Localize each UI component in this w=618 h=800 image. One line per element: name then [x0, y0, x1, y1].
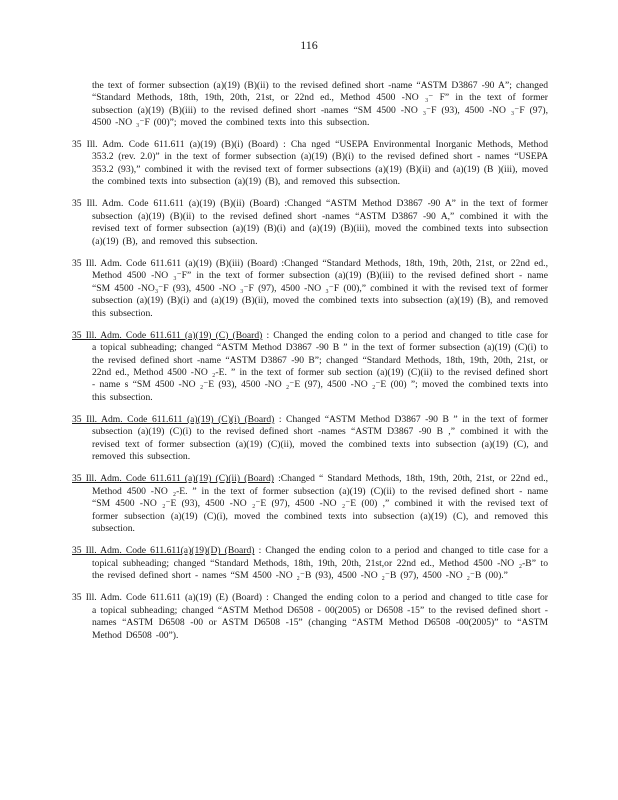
- entry-citation: 35 Ill. Adm. Code 611.611 (a)(19) (B)(i) (Board): [72, 139, 279, 150]
- entry-text: the text of former subsection (a)(19) (B)(ii) to the revised defined short -name “ASTM D3867 -90 A”; changed “Standard Methods, 18th, 19th, 20th, 21st, or 22nd ed., Method 4500 -NO ₃⁻ F” in the text of former subsection (a)(19) (B)(iii) to the revised defined short -names “SM 4500 -NO ₃⁻F (93), 4500 -NO ₃⁻F (97), 4500 -NO ₃⁻F (00)”; moved the combined texts into this subsection.: [92, 79, 548, 128]
- entry: [72, 139, 548, 189]
- entry-text: : Changed the ending colon to a period and changed to title case for a topical subheading; changed “ASTM Method D3867 -90 B ” in the text of former subsection (a)(19) (C)(i) to the revised defined short -name “ASTM D3867 -90 B”; changed “Standard Methods, 18th, 19th, 20th, 21st, or 22nd ed., Method 4500 -NO ₂-E. ” in the text of former sub section (a)(19) (C)(ii) to the revised defined short - name s “SM 4500 -NO ₂⁻E (93), 4500 -NO ₂⁻E (97), 4500 -NO ₂⁻E (00) ”; moved the combined texts into this subsection.: [92, 329, 549, 403]
- entry: [72, 592, 548, 642]
- entry-text: : Changed “ASTM Method D3867 -90 B ” in the text of former subsection (a)(19) (C)(i) to the revised defined short -names “ASTM D3867 -90 B ,” combined it with the revised text of former subsection (a)(19) (C)(ii), moved the combined texts into subsection (a)(19) (C), and removed this subsection.: [92, 413, 548, 463]
- entry-text: :Changed “ Standard Methods, 18th, 19th, 20th, 21st, or 22nd ed., Method 4500 -NO ₂-E. ” in the text of former subsection (a)(19) (C)(ii) to the revised defined short - name “SM 4500 -NO ₂⁻E (93), 4500 -NO ₂⁻E (97), 4500 -NO ₂⁻E (00) ,” combined it with the revised text of former subsection (a)(19) (C)(i), moved the combined texts into subsection (a)(19) (C), and removed this subsection.: [92, 473, 548, 535]
- entry-text: :Changed “Standard Methods, 18th, 19th, 20th, 21st, or 22nd ed., Method 4500 -NO ₃⁻F” in the text of former subsection (a)(19) (B)(iii) to the revised defined short - name “SM 4500 -NO₃⁻F (93), 4500 -NO ₃⁻F (97), 4500 -NO ₃⁻F (00),” combined it with the revised text of former subsection (a)(19) (B)(i) and (a)(19) (B)(ii), moved the combined texts into subsection (a)(19) (B), and removed this subsection.: [92, 257, 548, 319]
- entry: [72, 258, 548, 320]
- entry: [72, 198, 548, 248]
- entry-text: : Changed the ending colon to a period and changed to title case for a topical subheading; changed “ASTM Method D6508 - 00(2005) or D6508 -15” to the revised defined short -names “ASTM D6508 -00 or ASTM D6508 -15” (changing “ASTM Method D6508 -00(2005)” to “ASTM Method D6508 -00”).: [92, 592, 548, 641]
- entry-text: :Changed “ASTM Method D3867 -90 A” in the text of former subsection (a)(19) (B)(ii) to the revised defined short -names “ASTM D3867 -90 A,” combined it with the revised text of former subsection (a)(19) (B)(i) and (a)(19) (B)(iii), moved the combined texts into subsection (a)(19) (B), and removed this subsection.: [92, 198, 548, 247]
- page-number: 116: [300, 38, 318, 52]
- entry: [72, 545, 548, 582]
- entry-text: : Cha nged “USEPA Environmental Inorganic Methods, Method 353.2 (rev. 2.0)” in the text of former subsection (a)(19) (B)(i) to the revised defined short - names “USEPA 353.2 (93),” combined it with the revised text of former subsections (a)(19) (B)(ii) and (a)(19) (B )(iii), moved the combined texts into subsection (a)(19) (B), and removed this subsection.: [92, 139, 548, 188]
- entry: [72, 330, 548, 405]
- entry-citation: 35 Ill. Adm. Code 611.611(a)(19)(D) (Board): [72, 545, 255, 557]
- entry-citation: 35 Ill. Adm. Code 611.611 (a)(19) (C) (Board): [72, 329, 263, 341]
- entry-citation: 35 Ill. Adm. Code 611.611 (a)(19) (B)(iii) (Board): [72, 257, 278, 269]
- entry-citation: 35 Ill. Adm. Code 611.611 (a)(19) (C)(i) (Board): [72, 413, 275, 425]
- entry: [72, 414, 548, 464]
- entry: [72, 473, 548, 535]
- entry-citation: 35 Ill. Adm. Code 611.611 (a)(19) (C)(ii) (Board): [72, 473, 274, 485]
- entry-citation: 35 Ill. Adm. Code 611.611 (a)(19) (B)(ii) (Board): [72, 198, 280, 210]
- entry-list: [72, 70, 548, 647]
- entry-citation: 35 Ill. Adm. Code 611.611 (a)(19) (E) (Board): [72, 592, 262, 604]
- entry: [72, 80, 548, 130]
- entry-text: : Changed the ending colon to a period and changed to title case for a topical subheading; changed “Standard Methods, 18th, 19th, 20th, 21st,or 22nd ed., Method 4500 -NO ₂-B” to the revised defined short - names “SM 4500 -NO ₂⁻B (93), 4500 -NO ₂⁻B (97), 4500 -NO ₂⁻B (00).”: [92, 545, 548, 582]
